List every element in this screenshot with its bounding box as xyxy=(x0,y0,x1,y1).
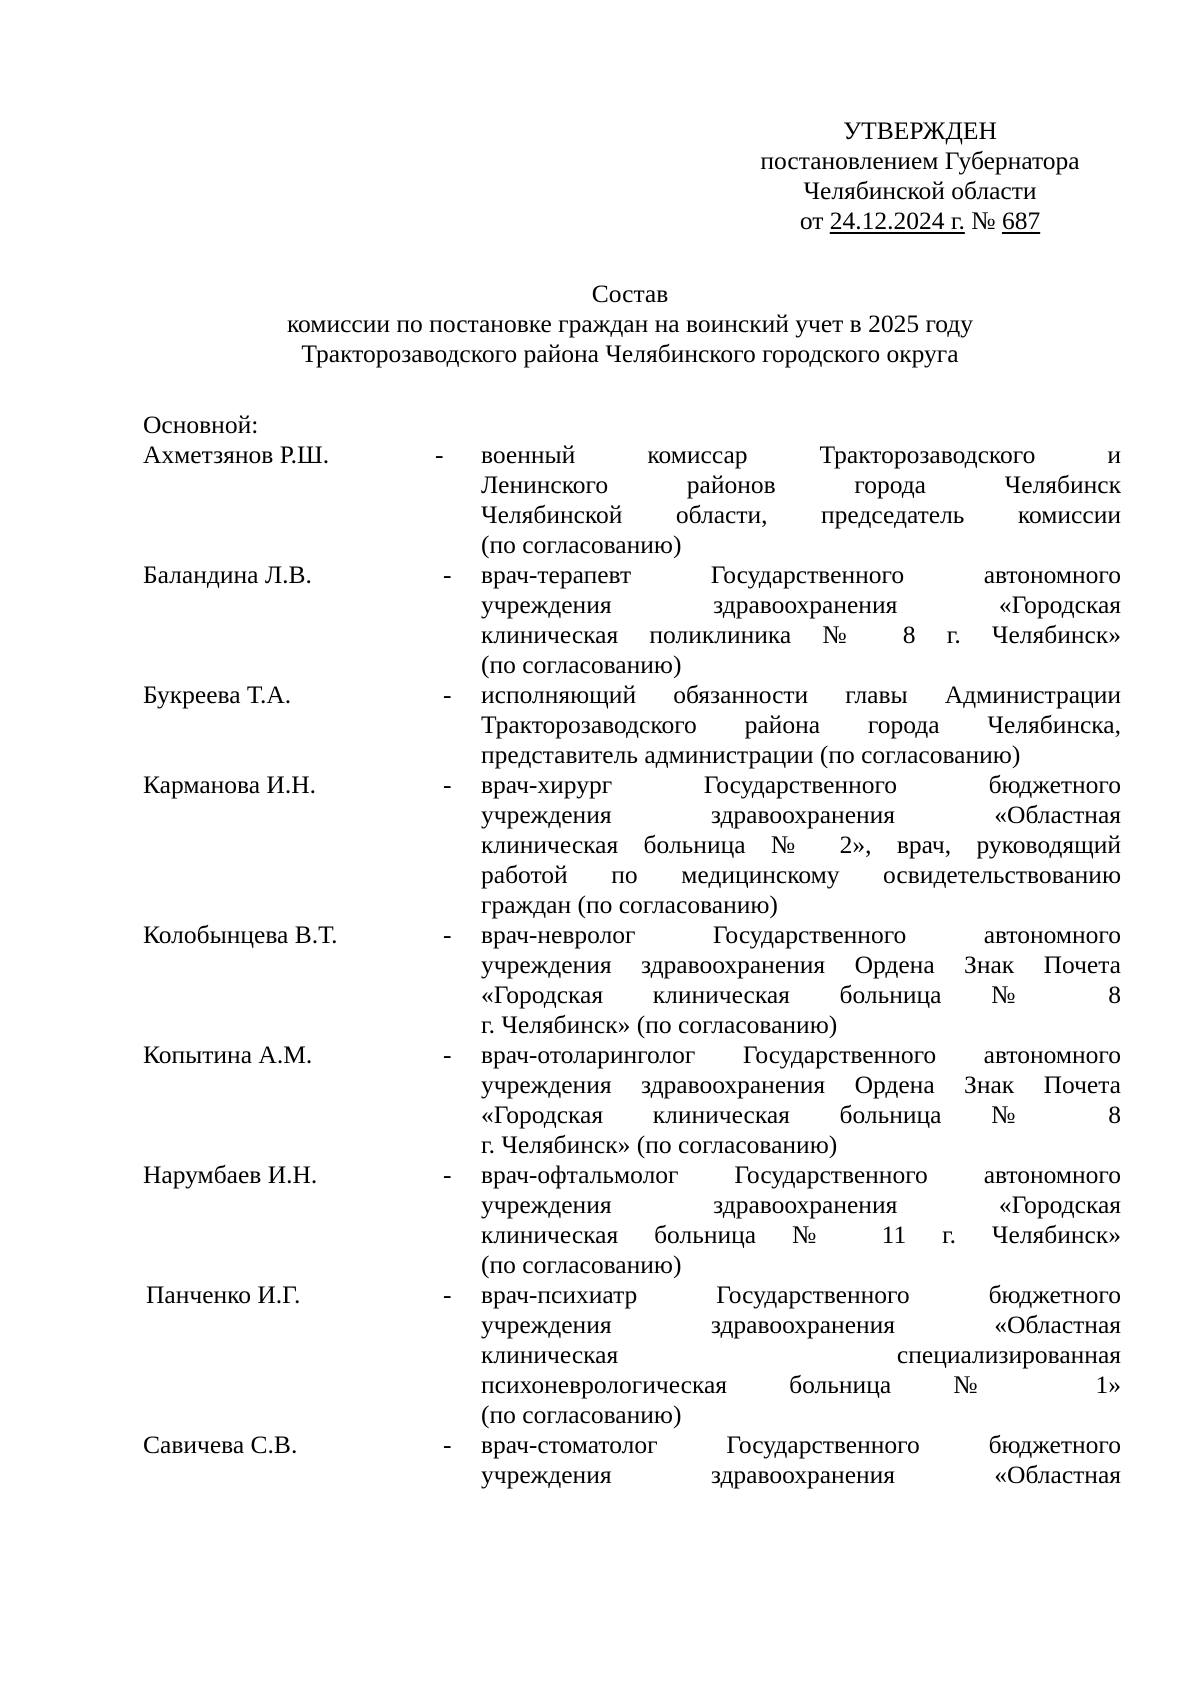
member-role-line: исполняющий обязанности главы Администрации xyxy=(481,680,1121,709)
member-role-line: учреждения здравоохранения Ордена Знак Почета xyxy=(481,950,1121,979)
title-line-3: Тракторозаводского района Челябинского городского округа xyxy=(301,339,959,368)
member-role-line: клиническая больница № 2», врач, руководящий xyxy=(481,830,1121,859)
member-entry xyxy=(143,920,1123,1040)
member-role-line: граждан (по согласованию) xyxy=(481,890,778,919)
member-entry xyxy=(143,680,1123,770)
member-name: Панченко И.Г. xyxy=(146,1280,301,1309)
member-role-line: клиническая специализированная xyxy=(481,1340,1121,1369)
member-role-line: учреждения здравоохранения «Городская xyxy=(481,590,1121,619)
member-name: Баландина Л.В. xyxy=(143,560,312,589)
member-role xyxy=(481,770,1121,920)
member-role xyxy=(481,1040,1121,1160)
approval-date: 24.12.2024 г. xyxy=(829,206,965,235)
member-role-line: клиническая поликлиника № 8 г. Челябинск» xyxy=(481,620,1121,649)
member-role-line: г. Челябинск» (по согласованию) xyxy=(481,1010,838,1039)
member-dash: - xyxy=(443,1040,452,1069)
member-entry xyxy=(143,1040,1123,1160)
member-role-line: врач-офтальмолог Государственного автономного xyxy=(481,1160,1121,1189)
member-name: Колобынцева В.Т. xyxy=(143,920,338,949)
approval-line-region: Челябинской области xyxy=(803,176,1037,205)
member-role-line: клиническая больница № 11 г. Челябинск» xyxy=(481,1220,1121,1249)
member-role xyxy=(481,1430,1121,1490)
member-name: Карманова И.Н. xyxy=(143,770,317,799)
approval-date-line xyxy=(720,206,1120,236)
member-role xyxy=(481,560,1121,680)
member-role-line: представитель администрации (по согласованию) xyxy=(481,740,1021,769)
member-name: Нарумбаев И.Н. xyxy=(143,1160,318,1189)
member-role-line: (по согласованию) xyxy=(481,1250,682,1279)
member-dash: - xyxy=(443,1430,452,1459)
member-role-line: (по согласованию) xyxy=(481,530,682,559)
member-role-line: военный комиссар Тракторозаводского и xyxy=(481,440,1121,469)
member-role-line: учреждения здравоохранения «Городская xyxy=(481,1190,1121,1219)
member-role-line: «Городская клиническая больница № 8 xyxy=(481,980,1121,1009)
document-title xyxy=(140,279,1120,369)
member-name: Букреева Т.А. xyxy=(143,680,292,709)
member-role-line: врач-невролог Государственного автономного xyxy=(481,920,1121,949)
approval-number-prefix: № xyxy=(964,206,1002,235)
member-entry xyxy=(143,440,1123,560)
member-entry xyxy=(143,560,1123,680)
member-role-line: «Городская клиническая больница № 8 xyxy=(481,1100,1121,1129)
member-dash: - xyxy=(443,560,452,589)
member-role-line: Тракторозаводского района города Челябинска, xyxy=(481,710,1121,739)
approval-line-decree: постановлением Губернатора xyxy=(760,146,1080,175)
member-role xyxy=(481,680,1121,770)
section-label: Основной: xyxy=(143,410,259,439)
member-role-line: врач-хирург Государственного бюджетного xyxy=(481,770,1121,799)
title-line-1: Состав xyxy=(591,279,669,308)
member-role-line: (по согласованию) xyxy=(481,1400,682,1429)
member-name: Копытина А.М. xyxy=(143,1040,313,1069)
member-entry xyxy=(143,1280,1123,1430)
member-dash: - xyxy=(443,920,452,949)
member-role-line: врач-стоматолог Государственного бюджетного xyxy=(481,1430,1121,1459)
member-entry xyxy=(143,1430,1123,1490)
title-line-2: комиссии по постановке граждан на воинский учет в 2025 году xyxy=(286,309,974,338)
approval-date-prefix: от xyxy=(799,206,830,235)
member-role-line: врач-психиатр Государственного бюджетного xyxy=(481,1280,1121,1309)
member-name: Ахметзянов Р.Ш. xyxy=(143,440,330,469)
member-role-line: Ленинского районов города Челябинск xyxy=(481,470,1121,499)
member-role xyxy=(481,1160,1121,1280)
member-entry xyxy=(143,1160,1123,1280)
member-dash: - xyxy=(443,1280,452,1309)
member-role-line: учреждения здравоохранения Ордена Знак Почета xyxy=(481,1070,1121,1099)
member-role-line: учреждения здравоохранения «Областная xyxy=(481,800,1121,829)
member-role-line: (по согласованию) xyxy=(481,650,682,679)
member-role-line: психоневрологическая больница № 1» xyxy=(481,1370,1121,1399)
member-role-line: врач-терапевт Государственного автономного xyxy=(481,560,1121,589)
member-role xyxy=(481,440,1121,560)
member-dash: - xyxy=(435,440,444,469)
member-dash: - xyxy=(443,1160,452,1189)
approval-block xyxy=(720,116,1120,236)
approval-heading: УТВЕРЖДЕН xyxy=(843,116,997,145)
member-entry xyxy=(143,770,1123,920)
members-list xyxy=(143,440,1123,1490)
member-role-line: врач-отоларинголог Государственного автономного xyxy=(481,1040,1121,1069)
member-role-line: г. Челябинск» (по согласованию) xyxy=(481,1130,838,1159)
member-role-line: работой по медицинскому освидетельствованию xyxy=(481,860,1121,889)
member-role xyxy=(481,1280,1121,1430)
member-dash: - xyxy=(443,770,452,799)
member-role-line: учреждения здравоохранения «Областная xyxy=(481,1310,1121,1339)
approval-number: 687 xyxy=(1001,206,1041,235)
member-name: Савичева С.В. xyxy=(143,1430,298,1459)
member-role xyxy=(481,920,1121,1040)
member-role-line: учреждения здравоохранения «Областная xyxy=(481,1460,1121,1489)
member-dash: - xyxy=(443,680,452,709)
member-role-line: Челябинской области, председатель комиссии xyxy=(481,500,1121,529)
